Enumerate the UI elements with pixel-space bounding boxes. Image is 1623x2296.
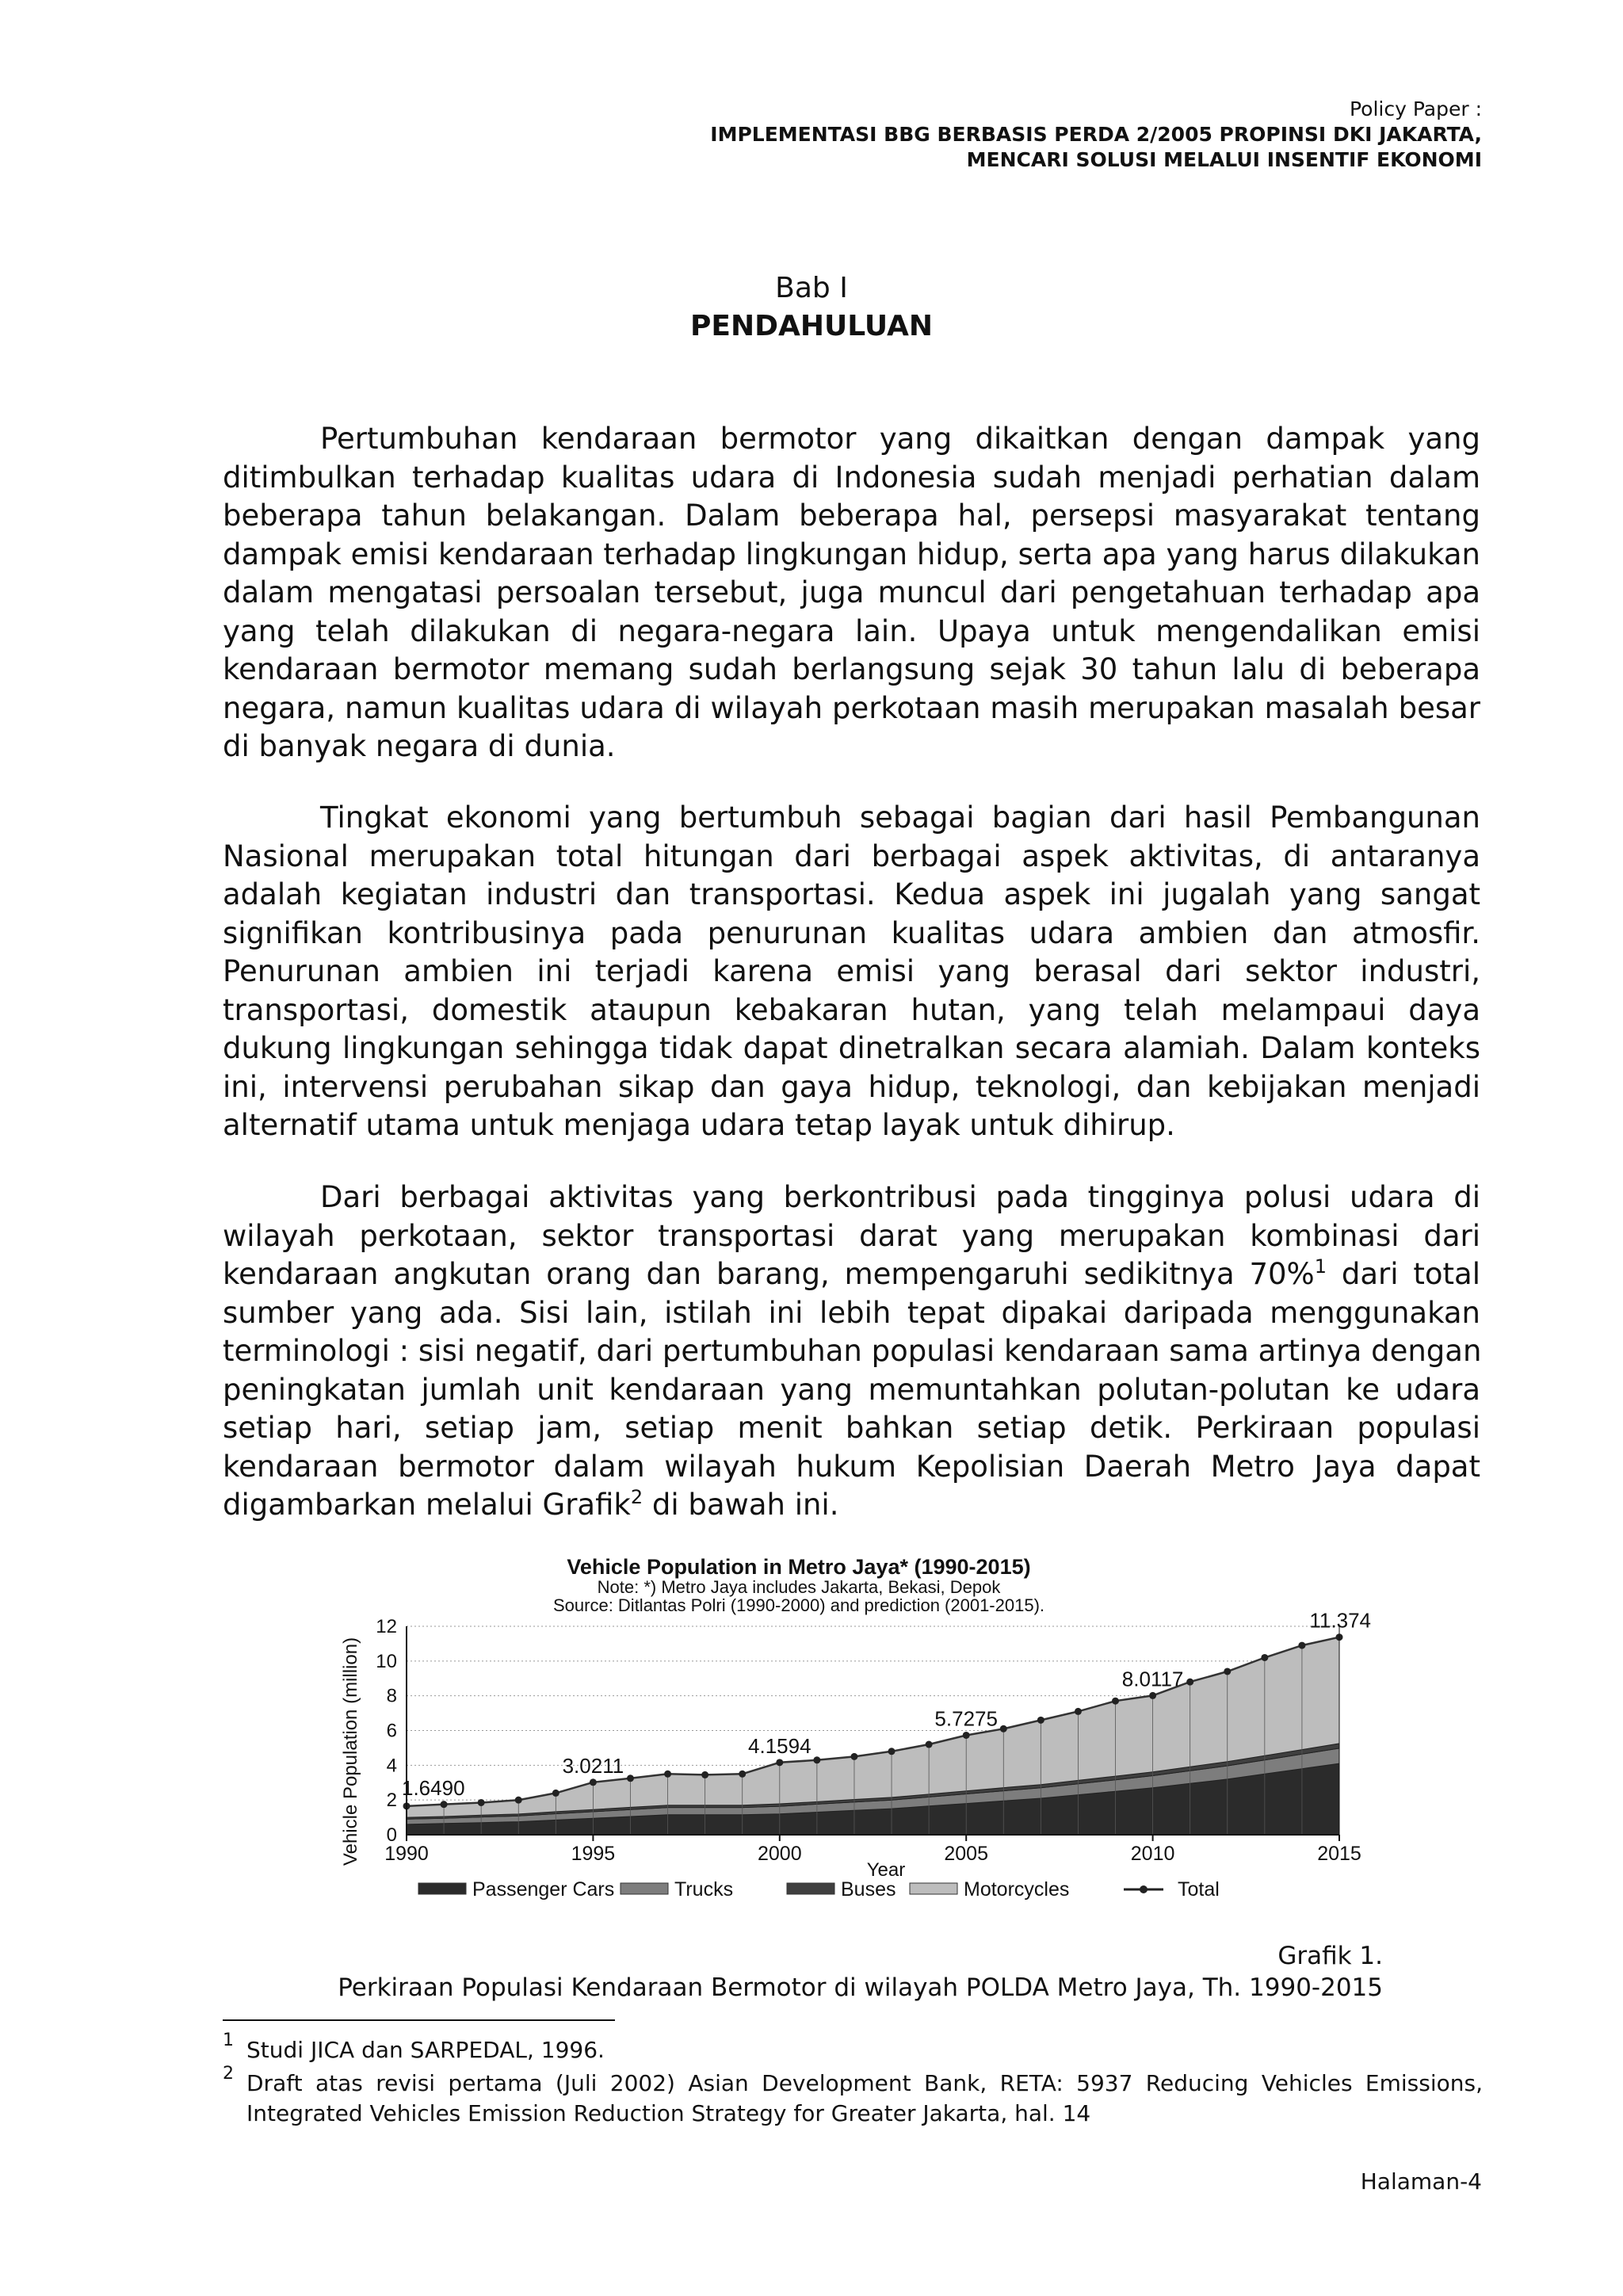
figure-caption: Perkiraan Populasi Kendaraan Bermotor di wilayah POLDA Metro Jaya, Th. 1990-2015 [338,1973,1383,2002]
paragraph-2-line: ini, intervensi perubahan sikap dan gaya hidup, teknologi, dan kebijakan menjadi [223,1069,1480,1104]
paragraph-1 [223,420,1480,766]
footnote-text: Studi JICA dan SARPEDAL, 1996. [246,2037,605,2063]
paragraph-1-line: ditimbulkan terhadap kualitas udara di Indonesia sudah menjadi perhatian dalam [223,460,1480,495]
footnote-2 [223,2064,1483,2129]
paragraph-3-line: kendaraan bermotor dalam wilayah hukum Kepolisian Daerah Metro Jaya dapat [223,1449,1480,1484]
footnote-number: 2 [223,2064,234,2084]
chapter-number: Bab I [775,272,848,304]
paragraph-3-line: sumber yang ada. Sisi lain, istilah ini lebih tepat dipakai daripada menggunakan [223,1295,1480,1330]
header-title-line-2: MENCARI SOLUSI MELALUI INSENTIF EKONOMI [966,148,1482,171]
chart-y-tick-label: 8 [386,1685,397,1707]
paragraph-3-text: dari total [1327,1257,1480,1291]
chart-legend [418,1878,1220,1901]
chart-plot-area [376,1609,1371,1865]
chapter-title: PENDAHULUAN [690,310,933,342]
chart-y-axis-label: Vehicle Population (million) [340,1637,361,1866]
paragraph-3-line: terminologi : sisi negatif, dari pertumbuhan populasi kendaraan sama artinya dengan [223,1334,1482,1368]
vehicle-population-chart [300,1553,1387,1910]
paragraph-3-text: kendaraan angkutan orang dan barang, mempengaruhi sedikitnya 70% [223,1257,1315,1291]
paragraph-3-line: setiap hari, setiap jam, setiap menit bahkan setiap detik. Perkiraan populasi [223,1411,1480,1445]
paragraph-1-word: yang [1407,422,1480,456]
chart-point-total [701,1771,708,1778]
chart-point-total [739,1771,746,1778]
paragraph-2-line: dukung lingkungan sehingga tidak dapat dinetralkan secara alamiah. Dalam konteks [223,1031,1480,1065]
chart-y-tick-label: 2 [386,1790,397,1812]
paragraph-3 [223,1179,1480,1525]
header-title-line-1: IMPLEMENTASI BBG BERBASIS PERDA 2/2005 PROPINSI DKI JAKARTA, [710,123,1482,146]
paragraph-3-line-footnote-2 [223,1486,1480,1525]
chart-point-total [1000,1725,1007,1733]
paragraph-1-line: dampak emisi kendaraan terhadap lingkungan hidup, serta apa yang harus dilakukan [223,537,1480,571]
paragraph-1-line: negara, namun kualitas udara di wilayah perkotaan masih merupakan masalah besar [223,690,1480,725]
page-number: Halaman-4 [1360,2168,1482,2195]
footnote-1 [223,2030,1483,2065]
paragraph-1-word: dampak [1266,422,1385,456]
chart-data-label: 11.374 [1309,1608,1371,1633]
paragraph-2-line: signifikan kontribusinya pada penurunan kualitas udara ambien dan atmosfir. [223,915,1480,950]
paragraph-1-word: yang [879,422,953,456]
chart-point-total [478,1799,485,1806]
chart-point-total [888,1748,896,1755]
paragraph-1-word: Pertumbuhan [320,422,518,456]
chart-point-total [776,1759,783,1766]
legend-swatch [621,1883,668,1894]
legend-label: Trucks [674,1878,734,1901]
paragraph-1-word: dengan [1132,422,1243,456]
chart-x-tick-label: 2015 [1317,1843,1361,1865]
legend-swatch [910,1883,957,1894]
paragraph-3-line: wilayah perkotaan, sektor transportasi darat yang merupakan kombinasi dari [223,1218,1480,1253]
chart-x-tick-label: 2010 [1130,1843,1175,1865]
chart-point-total [627,1775,634,1782]
legend-label: Motorcycles [964,1878,1070,1901]
chart-point-total [1075,1708,1082,1715]
paragraph-1-line: yang telah dilakukan di negara-negara lain. Upaya untuk mengendalikan emisi [223,613,1480,648]
chart-point-total [813,1756,820,1763]
paragraph-2-line: alternatif utama untuk menjaga udara tetap layak untuk dihirup. [223,1108,1175,1142]
footnote-separator [223,2019,615,2021]
chart-point-total [850,1753,857,1760]
chart-point-total [963,1732,970,1739]
paragraph-3-line: peningkatan jumlah unit kendaraan yang memuntahkan polutan-polutan ke udara [223,1372,1480,1407]
figure-label: Grafik 1. [1277,1942,1383,1970]
chart-x-tick-label: 1990 [384,1843,429,1865]
legend-item-passenger-cars [418,1878,614,1901]
paragraph-3-text: digambarkan melalui Grafik [223,1488,631,1522]
chart-point-total [926,1741,933,1748]
footnote-text: Integrated Vehicles Emission Reduction Strategy for Greater Jakarta, hal. 14 [246,2100,1091,2126]
paragraph-3-text: di bawah ini. [643,1488,839,1522]
chart-point-total [1224,1668,1231,1675]
paragraph-1-line: beberapa tahun belakangan. Dalam beberapa hal, persepsi masyarakat tentang [223,499,1480,533]
chart-data-label: 8.0117 [1121,1667,1184,1691]
chart-x-tick-label: 1995 [571,1843,616,1865]
running-header [293,97,1482,173]
chart-point-total [1298,1642,1305,1649]
paragraph-2-line: adalah kegiatan industri dan transportasi. Kedua aspek ini jugalah yang sangat [223,877,1480,911]
chart-title: Vehicle Population in Metro Jaya* (1990-2015) [567,1555,1031,1579]
chart-x-tick-label: 2005 [944,1843,989,1865]
legend-swatch [418,1883,466,1894]
chart-x-tick-label: 2000 [757,1843,802,1865]
legend-item-buses [787,1878,896,1901]
chart-y-tick-label: 0 [386,1824,397,1846]
paragraph-2-line: Penurunan ambien ini terjadi karena emisi yang berasal dari sektor industri, [223,954,1480,988]
header-doc-type: Policy Paper : [1349,97,1482,120]
chart-point-total [515,1797,522,1804]
paragraph-1-word: dikaitkan [975,422,1109,456]
paragraph-2-line: Tingkat ekonomi yang bertumbuh sebagai bagian dari hasil Pembangunan [320,800,1480,835]
legend-label: Buses [841,1878,896,1901]
chart-point-total [1112,1698,1119,1705]
footnote-ref-1[interactable]: 1 [1314,1255,1327,1278]
chapter-heading [0,269,1623,346]
paragraph-2 [223,799,1480,1145]
chart-x-axis-label: Year [866,1859,906,1881]
legend-label: Total [1178,1878,1220,1901]
chart-source: Source: Ditlantas Polri (1990-2000) and prediction (2001-2015). [552,1595,1045,1615]
chart-data-label: 5.7275 [934,1706,998,1731]
legend-item-trucks [621,1878,733,1901]
chart-data-label: 4.1594 [748,1733,812,1758]
paragraph-1-word: bermotor [720,422,857,456]
chart-y-tick-label: 10 [376,1650,397,1672]
paragraph-3-line-footnote-1 [223,1255,1480,1294]
paragraph-1-line: kendaraan bermotor memang sudah berlangsung sejak 30 tahun lalu di beberapa [223,652,1480,686]
legend-item-motorcycles [910,1878,1069,1901]
chart-point-total [664,1771,671,1778]
chart-point-total [1261,1654,1268,1661]
legend-label: Passenger Cars [472,1878,615,1901]
chart-data-label: 3.0211 [562,1753,624,1778]
chart-y-tick-label: 4 [386,1755,397,1777]
chart-point-total [590,1778,597,1786]
chart-point-total [552,1790,559,1797]
chart-svg [300,1553,1387,1910]
chart-y-tick-label: 6 [386,1720,397,1742]
paragraph-1-line: di banyak negara di dunia. [223,729,616,763]
paragraph-1-word: kendaraan [540,422,697,456]
paragraph-1-line: dalam mengatasi persoalan tersebut, juga muncul dari pengetahuan terhadap apa [223,575,1480,609]
footnote-number: 1 [223,2030,234,2050]
chart-y-tick-label: 12 [376,1616,397,1637]
legend-swatch [787,1883,834,1894]
chart-point-total [441,1801,448,1808]
paragraph-1-first-line [223,420,1480,459]
legend-marker [1140,1885,1148,1893]
footnote-text: Draft atas revisi pertama (Juli 2002) Asian Development Bank, RETA: 5937 Reducing Vehicles Emissions, [246,2070,1483,2096]
paragraph-3-line: Dari berbagai aktivitas yang berkontribusi pada tingginya polusi udara di [320,1180,1480,1214]
chart-data-label: 1.6490 [402,1775,465,1800]
paragraph-2-line: Nasional merupakan total hitungan dari berbagai aspek aktivitas, di antaranya [223,839,1480,873]
legend-item-total [1124,1878,1220,1901]
chart-point-total [1186,1679,1193,1686]
chart-note: Note: *) Metro Jaya includes Jakarta, Bekasi, Depok [597,1577,1001,1597]
footnote-ref-2[interactable]: 2 [630,1486,643,1508]
chart-point-total [1149,1692,1156,1699]
chart-point-total [1037,1717,1044,1724]
paragraph-2-line: transportasi, domestik ataupun kebakaran hutan, yang telah melampaui daya [223,992,1480,1027]
